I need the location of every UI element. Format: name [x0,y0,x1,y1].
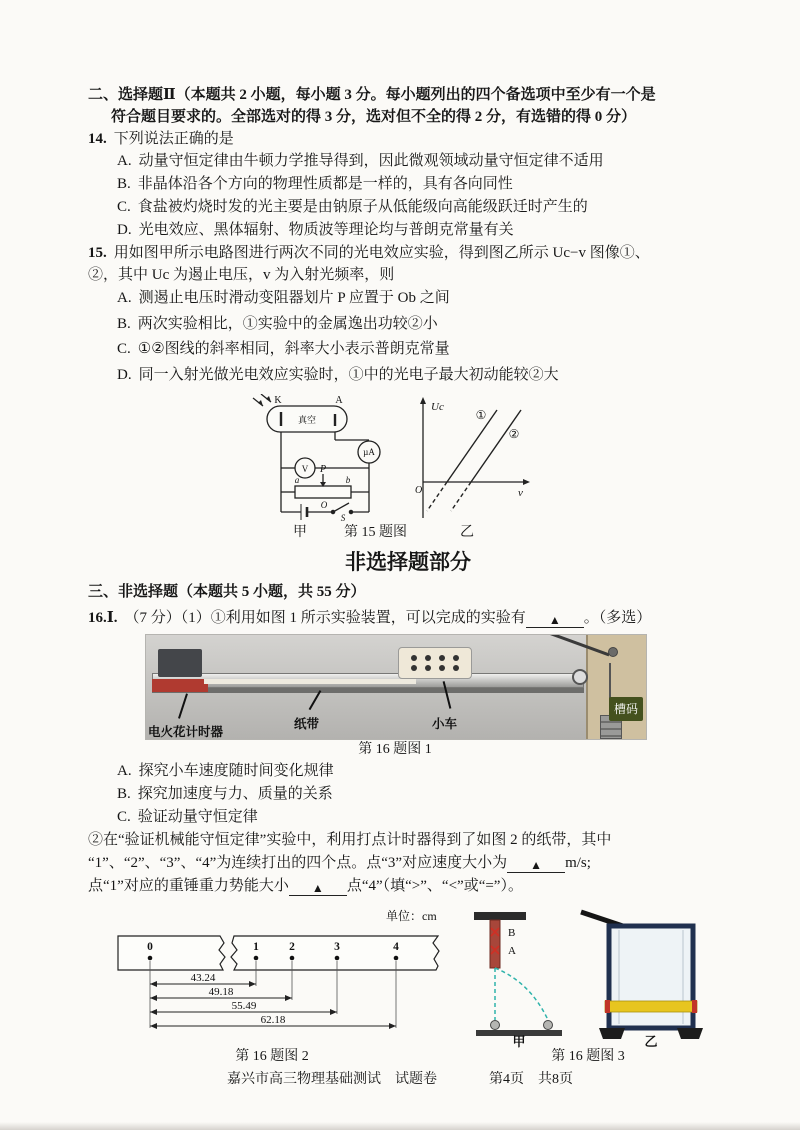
q16-option-a [117,760,728,783]
q16-answer-blank-1: ▲ [526,614,584,628]
q15-figure-row [251,394,728,522]
switch-blade [333,503,349,512]
q15-option-a-text: 测遏止电压时滑动变阻器划片 P 应置于 Ob 之间 [138,290,450,306]
circuit-wires [253,394,380,520]
ball-right [544,1021,553,1030]
cart-label: 小车 [432,717,458,731]
q15-stem-line1-text: 用如图甲所示电路图进行两次不同的光电效应实验，得到图乙所示 Uc−v 图像①、 [113,245,650,261]
q15-option-a-label: A. [117,290,132,306]
fig2-caption: 第 16 题图 2 [235,1049,309,1064]
q16-intro [88,606,728,630]
tape-arrow [309,690,321,710]
q16-bottom-figures [88,902,728,1048]
circuit-label-o: O [320,500,328,510]
fig2-unit-label: 单位：cm [386,909,437,923]
graph-line2-label: ② [508,427,520,441]
foot-right [677,1028,703,1039]
footer-title: 嘉兴市高三物理基础测试 试题卷 [227,1072,437,1087]
fig3-label-a: A [508,945,516,957]
cart [398,647,472,679]
page-content [88,84,728,1066]
circuit-label-a: A [335,395,343,406]
circuit-caption: 甲 [293,525,307,540]
line-1-solid [447,410,497,482]
spark-timer-label: 电火花计时器 [148,725,224,739]
ball-left [491,1021,500,1030]
q14-option-b-text: 非晶体沿各个方向的物理性质都是一样的，具有各向同性 [137,176,513,192]
section2-header-line1: 二、选择题Ⅱ（本题共 2 小题，每小题 3 分。每小题列出的四个备选项中至少有一个是 [88,87,656,103]
q15-stem-line1 [88,242,728,264]
clamp-bar [474,912,526,920]
footer-page-number: 第4页 共8页 [489,1072,573,1087]
q16-option-c [117,806,728,829]
q16-answer-blank-2: ▲ [507,859,565,873]
fig1-caption: 第 16 题图 1 [358,742,432,757]
bottom-figure-captions [88,1048,728,1066]
point-3: 3 [334,941,340,953]
q16-part2-line2-pre: “1”、“2”、“3”、“4”为连续打出的四个点。点“3”对应速度大小为 [88,855,508,871]
track-rail-shadow [152,688,584,693]
dim-4: 62.18 [260,1014,286,1026]
line-1-dashed [427,482,447,511]
q16-option-a-text: 探究小车速度随时间变化规律 [138,763,334,779]
q16-number: 16.Ⅰ. [88,610,118,626]
fig3-yi-label: 乙 [644,1034,658,1048]
section3-header: 三、非选择题（本题共 5 小题，共 55 分） [88,584,366,600]
point-1: 1 [253,941,259,953]
spark-timer [158,649,202,677]
q14-option-d-text: 光电效应、黑体辐射、物质波等理论均与普朗克常量有关 [138,222,514,238]
q16-intro-pre: （7 分）（1）①利用如图 1 所示实验装置，可以完成的实验有 [124,610,526,626]
q16-options [88,760,728,829]
q15-option-b-label: B. [117,315,131,332]
scan-shadow [0,1122,800,1130]
fig3-jia-label: 甲 [512,1034,526,1048]
yellow-band [605,1001,697,1012]
q14-option-d [117,219,728,242]
fig3-label-b: B [508,927,516,939]
foot-left [599,1028,625,1039]
part2-title: 非选择题部分 [345,550,471,574]
q15-figure-caption: 第 15 题图 [344,525,407,540]
paper-tape-strip [204,679,416,684]
point-0: 0 [147,941,153,953]
circuit-label-b-end: b [345,475,351,485]
q15-option-a [117,286,728,312]
fig3-group [472,902,704,1048]
q14-option-c-text: 食盐被灼烧时发的光主要是由钠原子从低能级向高能级跃迁时产生的 [137,199,588,215]
fig3-jia-diagram [472,906,567,1048]
q14-stem-text: 下列说法正确的是 [113,131,234,147]
q15-option-c-text: ①②图线的斜率相同，斜率大小表示普朗克常量 [137,341,450,357]
circuit-label-p: P [319,464,327,475]
q14-stem [88,128,728,150]
q16-part2-line3-pre: 点“1”对应的重锤重力势能大小 [88,878,289,894]
band-clip-right [692,1000,697,1013]
point-4: 4 [393,941,399,953]
q16-part2-line3 [88,875,728,898]
q15-option-c-label: C. [117,341,131,357]
dim-3: 55.49 [231,1000,257,1012]
q15-circuit-diagram [251,394,401,522]
graph-xlabel: v [518,487,523,499]
graph-origin: O [415,485,423,496]
q15-option-d-label: D. [117,366,132,383]
page-footer [0,1068,800,1088]
graph-ylabel: Uc [431,401,444,413]
q16-option-b-label: B. [117,786,131,802]
q14-options [88,150,728,242]
screw [608,647,618,657]
frame [609,926,693,1028]
q15-option-b-text: 两次实验相比，①实验中的金属逸出功较②小 [137,315,438,332]
timer-arrow [178,693,187,718]
q16-option-c-label: C. [117,809,131,825]
dim-1: 43.24 [190,972,216,984]
fig2-tape-diagram [88,906,456,1048]
q14-number: 14. [88,131,107,147]
paper-tape-label: 纸带 [294,717,320,731]
weights-label: 槽码 [609,697,643,721]
q16-part2-line1: ②在“验证机械能守恒定律”实验中，利用打点计时器得到了如图 2 的纸带，其中 [88,832,612,848]
line-2-dashed [451,482,471,511]
band-clip-left [605,1000,610,1013]
circuit-label-a-end: a [294,475,300,485]
q14-option-c-label: C. [117,199,131,215]
q16-option-b-text: 探究加速度与力、质量的关系 [137,786,333,802]
dimension-values [191,972,286,1026]
q14-option-b [117,173,728,196]
q14-option-c [117,196,728,219]
pulley [572,669,588,685]
red-pole [490,920,500,968]
q15-options [88,286,728,388]
q16-option-a-label: A. [117,763,132,779]
q15-option-d-text: 同一入射光做光电效应实验时，①中的光电子最大初动能较②大 [138,366,559,383]
fig3-caption: 第 16 题图 3 [551,1049,625,1064]
q14-option-a-text: 动量守恒定律由牛顿力学推导得到，因此微观领域动量守恒定律不适用 [138,153,604,169]
circuit-label-s: S [340,513,346,522]
q14-option-d-label: D. [117,222,132,238]
q14-option-b-label: B. [117,176,131,192]
q15-number: 15. [88,245,107,261]
q16-part2-line2-post: m/s; [565,855,591,871]
circuit-label-k: K [274,395,282,406]
trajectory-curve [495,968,548,1020]
q15-option-b [117,312,728,338]
q16-part2-line2 [88,852,728,875]
graph-lines [427,410,521,511]
q16-intro-post: 。（多选） [583,610,652,626]
fig3-yi-diagram [579,902,704,1048]
q15-option-c [117,337,728,363]
section2-header-line2: 符合题目要求的。全部选对的得 3 分，选对但不全的得 2 分，有选错的得 0 分） [111,109,637,125]
q15-figure-captions [88,522,728,542]
q14-option-a [117,150,728,173]
q16-option-c-text: 验证动量守恒定律 [137,809,258,825]
q16-part2-line3-post: 点“4”（填“>”、“<”或“=”）。 [346,878,523,894]
tape-outline [118,936,439,970]
q16-apparatus-photo [145,634,647,740]
q15-graph [401,394,531,522]
q15-option-d [117,363,728,389]
graph-caption: 乙 [460,525,474,540]
q15-stem-line2: ②，其中 Uc 为遏止电压，v 为入射光频率，则 [88,267,395,283]
q16-option-b [117,783,728,806]
q16-answer-blank-3: ▲ [289,882,347,896]
circuit-label-vacuum: 真空 [297,415,317,425]
dim-2: 49.18 [208,986,234,998]
point-2: 2 [289,941,295,953]
potentiometer [295,486,351,498]
q14-option-a-label: A. [117,153,132,169]
microammeter-label: µA [363,447,375,457]
graph-line1-label: ① [475,408,487,422]
q16-part2 [88,829,728,898]
voltmeter-label: V [301,464,309,474]
spark-timer-base [152,679,208,692]
